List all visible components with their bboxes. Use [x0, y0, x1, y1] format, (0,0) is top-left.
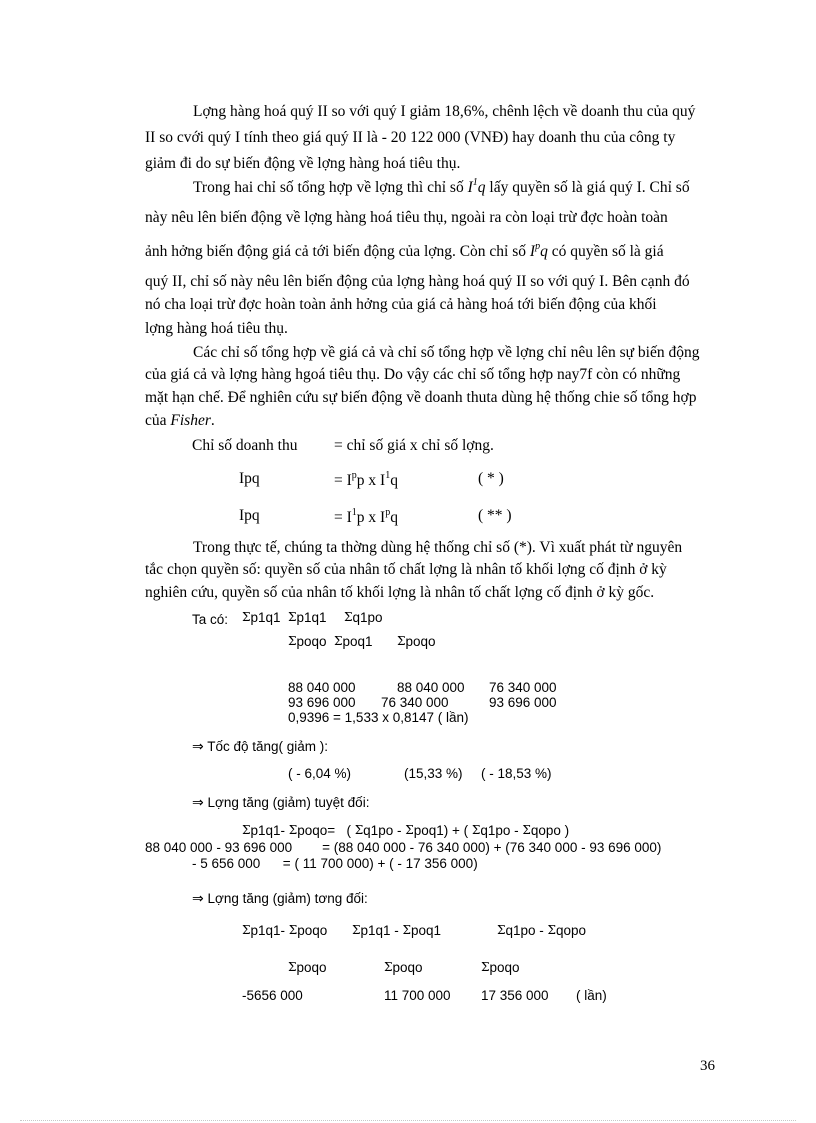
denominator-value: 93 696 000 — [288, 695, 356, 710]
formula-star-tag: ( * ) — [478, 470, 504, 487]
numerator-3: Σq1po — [344, 610, 383, 625]
revenue-index-label: Chỉ số doanh thu — [192, 437, 298, 454]
relative-denominator: Σpoqo — [384, 960, 423, 975]
relative-unit: ( lần) — [576, 988, 607, 1003]
denominator-1: Σpoqo — [288, 634, 327, 649]
denominator-value: 93 696 000 — [489, 695, 557, 710]
numerator-1: Σp1q1 — [242, 610, 281, 625]
absolute-change-result: - 5 656 000 = ( 11 700 000) + ( - 17 356 000) — [192, 856, 478, 871]
paragraph-line: ảnh hởng biến động giá cả tới biến động của lợng. Còn chỉ số $I^pq$ có quyền số là giá — [145, 241, 664, 260]
relative-denominator: Σpoqo — [288, 960, 327, 975]
paragraph-line: này nêu lên biến động về lợng hàng hoá tiêu thụ, ngoài ra còn loại trừ đợc hoàn toàn — [145, 209, 668, 226]
absolute-change-heading: ⇒ Lợng tăng (giảm) tuyệt đối: — [192, 795, 370, 811]
denominator-value: 76 340 000 — [381, 695, 449, 710]
numerator-value: 88 040 000 — [288, 680, 356, 695]
relative-change-heading: ⇒ Lợng tăng (giảm) tơng đối: — [192, 891, 368, 907]
paragraph-line: quý II, chỉ số này nêu lên biến động của lợng hàng hoá quý II so với quý I. Bên cạnh đó — [145, 273, 690, 290]
paragraph-line: giảm đi do sự biến động về lợng hàng hoá tiêu thụ. — [145, 155, 461, 172]
paragraph-line: nó cha loại trừ đợc hoàn toàn ảnh hởng của giá cả hàng hoá tới biến động của khối — [145, 296, 657, 313]
denominator-3: Σpoqo — [397, 634, 436, 649]
relative-denominator: Σpoqo — [481, 960, 520, 975]
growth-value: ( - 6,04 %) — [288, 766, 352, 781]
implies-arrow-icon: ⇒ — [192, 891, 204, 907]
growth-rate-heading: ⇒ Tốc độ tăng( giảm ): — [192, 739, 329, 755]
absolute-change-values: 88 040 000 - 93 696 000 = (88 040 000 - 76 340 000) + (76 340 000 - 93 696 000) — [145, 840, 662, 855]
denominator-2: Σpoq1 — [334, 634, 373, 649]
numerator-value: 76 340 000 — [489, 680, 557, 695]
page-number: 36 — [700, 1058, 715, 1074]
numerator-value: 88 040 000 — [397, 680, 465, 695]
paragraph-line: lợng hàng hoá tiêu thụ. — [145, 320, 288, 337]
paragraph-line: của giá cả và lợng hàng hgoá tiêu thụ. Do vậy các chỉ số tổng hợp nay7f còn có những — [145, 366, 681, 383]
formula-double-star-tag: ( ** ) — [478, 507, 512, 524]
relative-value: 17 356 000 — [481, 988, 549, 1003]
paragraph-line: II so cvới quý I tính theo giá quý II là - 20 122 000 (VNĐ) hay doanh thu của công ty — [145, 129, 676, 146]
implies-arrow-icon: ⇒ — [192, 795, 204, 811]
ipq-label: Ipq — [239, 470, 260, 487]
ipq-label: Ipq — [239, 507, 260, 524]
formula-star: = $I^pp$ x $I^1q$ — [334, 470, 398, 489]
paragraph-line: Trong hai chỉ số tổng hợp về lợng thì chỉ số $I^1q$ lấy quyền số là giá quý I. Chỉ số — [193, 177, 690, 196]
relative-value: -5656 000 — [242, 988, 303, 1003]
paragraph-line: nghiên cứu, quyền số của nhân tố khối lợng là nhân tố chất lợng cố định ở kỳ gốc. — [145, 584, 655, 601]
numerator-2: Σp1q1 — [288, 610, 327, 625]
paragraph-line: Các chỉ số tổng hợp về giá cả và chỉ số tổng hợp về lợng chỉ nêu lên sự biến động — [193, 344, 700, 361]
paragraph-line: Lợng hàng hoá quý II so với quý I giảm 18,6%, chênh lệch về doanh thu của quý — [193, 103, 696, 120]
relative-numerator-3: Σq1po - Σqopo — [497, 923, 587, 938]
fisher-name: Fisher — [170, 412, 211, 429]
revenue-index-definition: = chỉ số giá x chỉ số lợng. — [334, 437, 494, 454]
paragraph-line: mặt hạn chế. Để nghiên cứu sự biến động về doanh thuta dùng hệ thống chie số tổng hợp — [145, 389, 697, 406]
absolute-change-formula: Σp1q1- Σpoqo= ( Σq1po - Σpoq1) + ( Σq1po - Σqopo ) — [242, 823, 570, 838]
index-result: 0,9396 = 1,533 x 0,8147 ( lần) — [288, 710, 469, 725]
paragraph-line: tắc chọn quyền số: quyền số của nhân tố chất lợng là nhân tố khối lợng cố định ở kỳ — [145, 561, 667, 578]
implies-arrow-icon: ⇒ — [192, 739, 204, 755]
paragraph-line: Trong thực tế, chúng ta thờng dùng hệ thống chỉ số (*). Vì xuất phát từ nguyên — [193, 539, 683, 556]
formula-double-star: = $I^1p$ x $I^pq$ — [334, 507, 398, 526]
index-symbol: I — [467, 179, 473, 196]
growth-value: ( - 18,53 %) — [481, 766, 552, 781]
index-symbol: I — [529, 243, 536, 260]
paragraph-line: của Fisher. — [145, 412, 215, 429]
relative-value: 11 700 000 — [384, 988, 451, 1003]
growth-value: (15,33 %) — [404, 766, 463, 781]
relative-numerator-2: Σp1q1 - Σpoq1 — [352, 923, 442, 938]
page-bottom-divider — [20, 1120, 796, 1121]
relative-numerator-1: Σp1q1- Σpoqo — [242, 923, 328, 938]
ta-co-label: Ta có: — [192, 612, 229, 627]
